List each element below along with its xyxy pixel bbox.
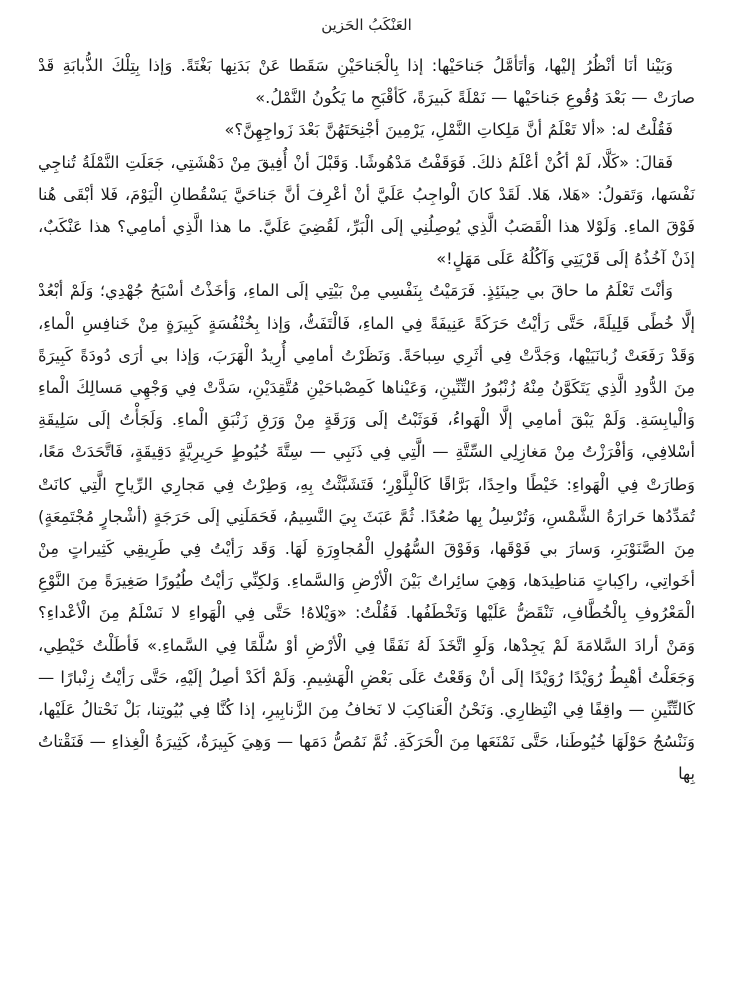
paragraph: وَأنْتَ تَعْلَمُ ما حاقَ بي حِينَئِذٍ. فَرَمَيْتُ بِنَفْسِي مِنْ بَيْتِي إلَى الماءِ، وَأخَذْتُ أسْبَحُ جُهْدِي؛ وَلَمْ أبْعُدْ إلَّا خُطًى قَلِيلَةً، حَتَّى رَأيْتُ حَرَكَةً عَنِيفَةً فِي الماءِ، فَالْتَفَتُّ، وَإذا بِخُنْفُسَةٍ كَبِيرَةٍ مِنْ خَنافِسِ الْماءِ، وَقَدْ رَفَعَتْ زُبانَيَيْها، وَجَدَّتْ فِي أثَرِي سِباحَةً. وَنَظَرْتُ أمامِي أُرِيدُ الْهَرَبَ، وَإذا بي أرَى دُودَةً كَبِيرَةً مِنَ الدُّودِ الَّذِي يَتَكَوَّنُ مِنْهُ زُنْبُورُ التِّنِّينِ، وَعَيْناها كَمِصْباحَيْنِ مُتَّقِدَيْنِ، سَدَّتْ فِي وَجْهِي مَسالِكَ الْماءِ وَالْيابِسَةِ. وَلَمْ يَبْقَ أمامِي إلَّا الْهَواءُ، فَوَثَبْتُ إلَى وَرَقَةٍ مِنْ وَرَقِ زَنْبَقِ الْماءِ. وَلَجَأْتُ إلَى سَلِيقَةِ أسْلافِي، وَأفْرَزْتُ مِنْ مَغازِلِي السِّتَّةِ — الَّتِي فِي ذَنَبِي — سِتَّةَ خُيُوطٍ حَرِيرِيَّةٍ دَقِيقَةٍ، فَاتَّحَدَتْ مَعًا، وَطارَتْ فِي الْهَواءِ: خَيْطًا واحِدًا، بَرَّاقًا كَالْبِلَّوْرِ؛ فَتَشَبَّثْتُ بِهِ، وَطِرْتُ فِي مَجارِي الرِّياحِ الَّتِي كانَتْ تُمَدِّدُها حَرارَةُ الشَّمْسِ، وَتُرْسِلُ بِها صُعُدًا. ثُمَّ عَبَثَ بِيَ النَّسِيمُ، فَحَمَلَنِي إلَى حَرَجَةٍ (أشْجارٍ مُجْتَمِعَةٍ) مِنَ الصَّنَوْبَرِ، وَسارَ بي فَوْقَها، وَفَوْقَ السُّهُولِ الْمُجاوِرَةِ لَهَا. وَقَد رَأيْتُ فِي طَرِيقِي كَثِيراتٍ مِنْ أخَواتِي، راكِباتٍ مَناطِيدَها، وَهِيَ سائِراتٌ بَيْنَ الْأرْضِ وَالسَّماءِ. وَلكِنِّي رَأيْتُ طُيُورًا صَغِيرَةً مِنَ النَّوْعِ الْمَعْرُوفِ بِالْخُطَّافِ، تَنْقَضُّ عَلَيْها وَتَخْطَفُها. فَقُلْتُ: «وَيْلاهُ! حَتَّى فِي الْهَواءِ لا نَسْلَمُ مِنَ الْأعْداءِ؟ وَمَنْ أرادَ السَّلامَةَ لَمْ يَجِدْها، وَلَوِ اتَّخَذَ لَهُ نَفَقًا فِي الْأرْضِ أوْ سُلَّمًا فِي السَّماءِ.» فَأطَلْتُ خَيْطِي، وَجَعَلْتُ أهْبِطُ رُوَيْدًا رُوَيْدًا إلَى أنْ وَقَعْتُ عَلَى بَعْضِ الْهَشِيمِ. وَلَمْ أكَدْ أصِلُ إلَيْهِ، حَتَّى رَأيْتُ زِنْبارًا — كَالتِّنِّينِ — واقِفًا فِي انْتِظارِي. وَنَحْنُ الْعَناكِبَ لا نَخافُ مِنَ الزَّنابِيرِ، إذا كُنَّا فِي بُيُوتِنا، بَلْ نَحْتالُ عَلَيْها، وَنَنْسُجُ حَوْلَهَا خُيُوطَنا، حَتَّى نَمْنَعَها مِنَ الْحَرَكَةِ. ثُمَّ نَمُصُّ دَمَها — وَهِيَ كَبِيرَةٌ، كَثِيرَةُ الْغِذاءِ — فَنَقْتاتُ بِها [38, 281, 695, 784]
paragraph: فَقُلْتُ له: «ألا تَعْلَمُ أنَّ مَلِكاتِ النَّمْلِ، يَرْمِينَ أجْنِحَتَهُنَّ بَعْدَ زَواجِهِنَّ؟» [224, 120, 673, 140]
paragraph: فَقالَ: «كَلَّا، لَمْ أكُنْ أعْلَمُ ذلكَ. فَوَقَفْتُ مَدْهُوشًا. وَقَبْلَ أنْ أُفِيقَ مِنْ دَهْشَتِي، جَعَلَتِ النَّمْلَةُ تُناجِي نَفْسَها، وَتَقولُ: «هَلا، هَلا. لَقَدْ كانَ الْواجِبُ عَلَيَّ أنْ أعْرِفَ أنَّ جَناحَيَّ يَسْقُطانِ الْيَوْمَ، فَلا أبْقَى هُنا فَوْقَ الماءِ. وَلَوْلا هذا الْقَصَبُ الَّذِي يُوصِلُنِي إلَى الْبَرِّ، لَقُضِيَ عَلَيَّ. ما هذا الَّذِي أمامِي؟ هذا عَنْكَبٌ، إذَنْ آخُذُهُ إلَى قَرْيَتِي وَآكُلُهُ عَلَى مَهَلٍ!» [38, 152, 695, 269]
paragraph: وَبَيْنا أنَا أنْظُرُ إليْها، وَأتَأمَّلُ جَناحَيْها: إذا بِالْجَناحَيْنِ سَقَطا عَنْ بَدَنِها بَغْتَةً. وَإذا بِتِلْكَ الذُّبابَةِ قَدْ صارَتْ — بَعْدَ وُقُوعِ جَناحَيْها — نَمْلَةً كَبيرَةً، كَأقْبَحِ ما يَكُونُ النَّمْلُ.» [38, 56, 695, 108]
story-body [38, 50, 695, 791]
running-header-title: العَنْكَبُ الحَزين [321, 16, 412, 34]
